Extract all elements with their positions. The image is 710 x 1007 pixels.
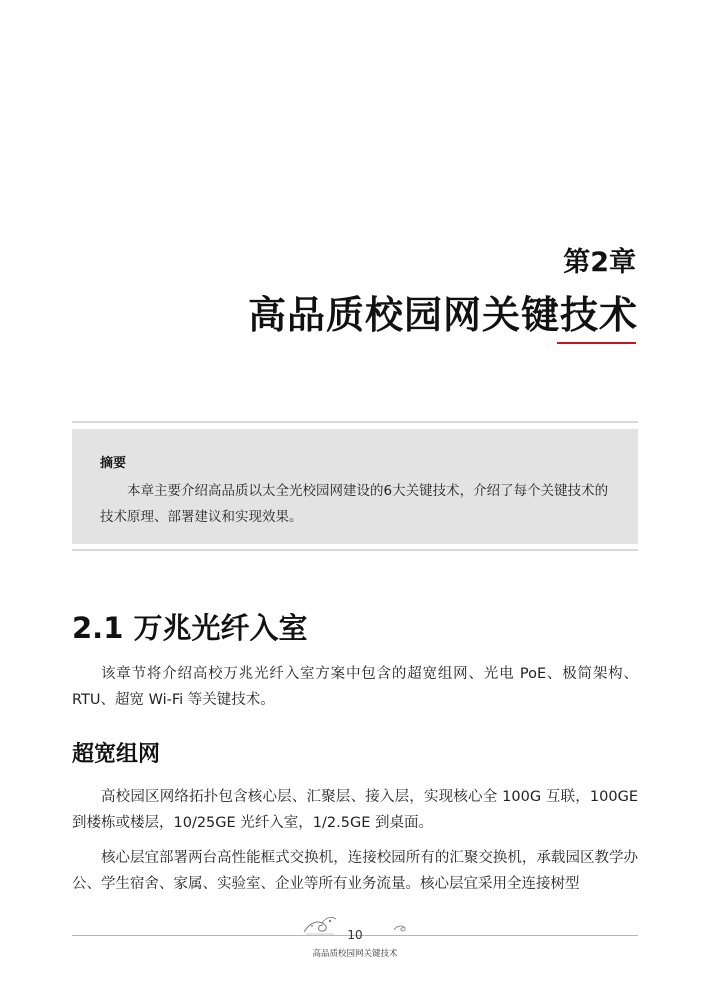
body-paragraph: 高校园区网络拓扑包含核心层、汇聚层、接入层，实现核心全 100G 互联，100GE 到楼栋或楼层，10/25GE 光纤入室，1/2.5GE 到桌面。 <box>72 789 638 831</box>
subsection-title: 超宽组网 <box>72 742 161 767</box>
section-intro-paragraph: 该章节将介绍高校万兆光纤入室方案中包含的超宽组网、光电 PoE、极简架构、RTU、超宽 Wi-Fi 等关键技术。 <box>72 666 638 708</box>
abstract-title: 摘要 <box>100 456 127 471</box>
page-number: 10 <box>347 928 363 942</box>
chapter-title: 高品质校园网关键技术 <box>247 293 638 337</box>
footer-book-title: 高品质校园网关键技术 <box>312 949 398 959</box>
chapter-title-underline <box>557 342 636 344</box>
section-title: 2.1 万兆光纤入室 <box>72 611 308 645</box>
body-paragraph: 核心层宜部署两台高性能框式交换机，连接校园所有的汇聚交换机，承载园区教学办公、学生宿舍、家属、实验室、企业等所有业务流量。核心层宜采用全连接树型 <box>72 850 638 892</box>
abstract-top-divider <box>72 421 638 423</box>
abstract-body: 本章主要介绍高品质以太全光校园网建设的6大关键技术，介绍了每个关键技术的技术原理、部署建议和实现效果。 <box>100 483 609 525</box>
chapter-number: 第2章 <box>563 247 636 278</box>
abstract-bottom-divider <box>72 549 638 551</box>
